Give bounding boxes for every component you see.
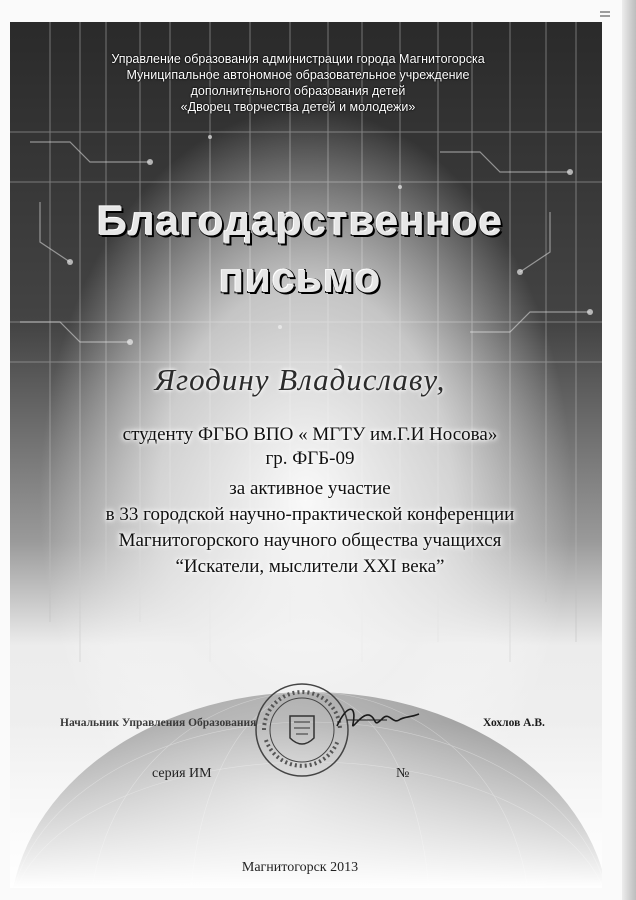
recipient-name: Ягодину Владиславу, bbox=[154, 362, 446, 397]
corner-mark bbox=[598, 10, 612, 20]
body-line: Магнитогорского научного общества учащихся bbox=[118, 530, 502, 551]
body-line: гр. ФГБ-09 bbox=[265, 448, 355, 469]
body-line: студенту ФГБО ВПО « МГТУ им.Г.И Носова» bbox=[122, 424, 498, 445]
scan-edge bbox=[622, 0, 636, 900]
issuer-line: дополнительного образования детей bbox=[190, 84, 406, 98]
issuer-line: Управление образования администрации города Магнитогорска bbox=[111, 52, 485, 66]
city-year: Магнитогорск 2013 bbox=[241, 860, 359, 875]
issuer-line: Муниципальное автономное образовательное учреждение bbox=[126, 68, 470, 82]
signatory-title: Начальник Управления Образования bbox=[60, 717, 257, 729]
issuer-line: «Дворец творчества детей и молодежи» bbox=[180, 100, 416, 114]
series-label: серия ИМ bbox=[152, 766, 212, 781]
number-label: № bbox=[396, 766, 410, 781]
certificate-title: Благодарственное bbox=[96, 197, 504, 244]
body-line: “Искатели, мыслители XXI века” bbox=[175, 556, 445, 577]
body-line: в 33 городской научно-практической конференции bbox=[105, 504, 515, 525]
issuer-header bbox=[40, 51, 556, 115]
body-line: за активное участие bbox=[229, 478, 391, 499]
signatory-name: Хохлов А.В. bbox=[483, 717, 545, 729]
signature bbox=[333, 700, 423, 736]
certificate-title-second-line: письмо bbox=[218, 254, 382, 301]
